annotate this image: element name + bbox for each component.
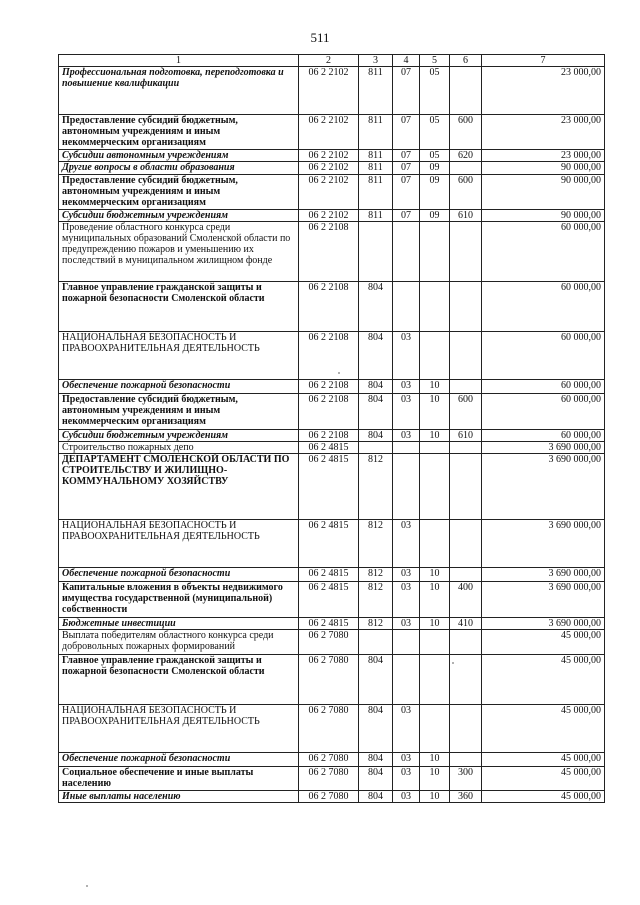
target-code-cell: 06 2 2102 [299, 150, 359, 162]
column-header: 2 [299, 55, 359, 67]
target-code-cell: 06 2 2102 [299, 175, 359, 210]
table-row [59, 282, 605, 332]
row-name-cell: Субсидии бюджетным учреждениям [59, 210, 299, 222]
subsection-cell: 10 [420, 791, 450, 803]
table-row [59, 568, 605, 582]
amount-cell: 45 000,00 [482, 791, 605, 803]
grbs-cell: 811 [359, 67, 393, 115]
section-cell: 03 [393, 380, 420, 394]
section-cell: 07 [393, 67, 420, 115]
expense-type-cell [450, 222, 482, 282]
expense-type-cell [450, 67, 482, 115]
expense-type-cell: 300 [450, 767, 482, 791]
expense-type-cell: 610 [450, 210, 482, 222]
target-code-cell: 06 2 2102 [299, 115, 359, 150]
amount-cell: 3 690 000,00 [482, 618, 605, 630]
expense-type-cell [450, 332, 482, 380]
section-cell: 03 [393, 767, 420, 791]
subsection-cell: 10 [420, 767, 450, 791]
grbs-cell [359, 630, 393, 655]
table-row [59, 442, 605, 454]
column-header: 7 [482, 55, 605, 67]
subsection-cell: 05 [420, 115, 450, 150]
grbs-cell [359, 442, 393, 454]
amount-cell: 60 000,00 [482, 394, 605, 430]
grbs-cell: 811 [359, 162, 393, 175]
grbs-cell: 811 [359, 175, 393, 210]
expense-type-cell: 600 [450, 115, 482, 150]
subsection-cell: 09 [420, 210, 450, 222]
target-code-cell: 06 2 4815 [299, 618, 359, 630]
expense-type-cell [450, 568, 482, 582]
subsection-cell [420, 454, 450, 520]
column-number-row [59, 55, 605, 67]
target-code-cell: 06 2 7080 [299, 767, 359, 791]
grbs-cell: 812 [359, 582, 393, 618]
target-code-cell: 06 2 2108 [299, 282, 359, 332]
grbs-cell: 804 [359, 791, 393, 803]
subsection-cell [420, 332, 450, 380]
target-code-cell: 06 2 2108 [299, 332, 359, 380]
amount-cell: 60 000,00 [482, 282, 605, 332]
table-row [59, 150, 605, 162]
subsection-cell: 10 [420, 568, 450, 582]
row-name-cell: ДЕПАРТАМЕНТ СМОЛЕНСКОЙ ОБЛАСТИ ПО СТРОИТЕЛЬСТВУ И ЖИЛИЩНО-КОММУНАЛЬНОМУ ХОЗЯЙСТВУ [59, 454, 299, 520]
row-name-cell: Главное управление гражданской защиты и пожарной безопасности Смоленской области [59, 655, 299, 705]
target-code-cell: 06 2 2108 [299, 430, 359, 442]
subsection-cell [420, 222, 450, 282]
grbs-cell: 804 [359, 430, 393, 442]
expense-type-cell [450, 454, 482, 520]
expense-type-cell [450, 520, 482, 568]
subsection-cell [420, 520, 450, 568]
amount-cell: 60 000,00 [482, 222, 605, 282]
row-name-cell: Обеспечение пожарной безопасности [59, 568, 299, 582]
row-name-cell: НАЦИОНАЛЬНАЯ БЕЗОПАСНОСТЬ И ПРАВООХРАНИТЕЛЬНАЯ ДЕЯТЕЛЬНОСТЬ [59, 332, 299, 380]
grbs-cell: 804 [359, 394, 393, 430]
scan-speck [86, 885, 88, 887]
amount-cell: 3 690 000,00 [482, 454, 605, 520]
table-row [59, 222, 605, 282]
row-name-cell: Другие вопросы в области образования [59, 162, 299, 175]
target-code-cell: 06 2 2102 [299, 210, 359, 222]
table-row [59, 630, 605, 655]
table-row [59, 394, 605, 430]
scan-speck [452, 662, 454, 664]
section-cell [393, 655, 420, 705]
subsection-cell: 10 [420, 582, 450, 618]
row-name-cell: Иные выплаты населению [59, 791, 299, 803]
section-cell: 07 [393, 210, 420, 222]
budget-table [58, 54, 605, 803]
subsection-cell: 09 [420, 162, 450, 175]
amount-cell: 90 000,00 [482, 210, 605, 222]
amount-cell: 23 000,00 [482, 150, 605, 162]
section-cell [393, 454, 420, 520]
target-code-cell: 06 2 4815 [299, 520, 359, 568]
row-name-cell: Главное управление гражданской защиты и пожарной безопасности Смоленской области [59, 282, 299, 332]
section-cell: 03 [393, 332, 420, 380]
amount-cell: 23 000,00 [482, 115, 605, 150]
amount-cell: 90 000,00 [482, 175, 605, 210]
section-cell: 03 [393, 582, 420, 618]
target-code-cell: 06 2 4815 [299, 568, 359, 582]
table-row [59, 454, 605, 520]
expense-type-cell: 410 [450, 618, 482, 630]
subsection-cell [420, 282, 450, 332]
table-row [59, 767, 605, 791]
expense-type-cell: 400 [450, 582, 482, 618]
table-row [59, 791, 605, 803]
target-code-cell: 06 2 7080 [299, 655, 359, 705]
target-code-cell: 06 2 2102 [299, 67, 359, 115]
target-code-cell: 06 2 4815 [299, 442, 359, 454]
expense-type-cell [450, 630, 482, 655]
row-name-cell: Обеспечение пожарной безопасности [59, 753, 299, 767]
column-header: 5 [420, 55, 450, 67]
subsection-cell [420, 655, 450, 705]
grbs-cell: 804 [359, 282, 393, 332]
row-name-cell: Предоставление субсидий бюджетным, автономным учреждениям и иным некоммерческим организациям [59, 394, 299, 430]
row-name-cell: Обеспечение пожарной безопасности [59, 380, 299, 394]
target-code-cell: 06 2 2108 [299, 380, 359, 394]
section-cell: 07 [393, 150, 420, 162]
target-code-cell: 06 2 7080 [299, 791, 359, 803]
subsection-cell [420, 442, 450, 454]
row-name-cell: Выплата победителям областного конкурса среди добровольных пожарных формирований [59, 630, 299, 655]
section-cell: 03 [393, 753, 420, 767]
grbs-cell: 811 [359, 115, 393, 150]
section-cell: 07 [393, 175, 420, 210]
grbs-cell: 804 [359, 753, 393, 767]
expense-type-cell [450, 162, 482, 175]
table-row [59, 655, 605, 705]
table-row [59, 380, 605, 394]
expense-type-cell: 610 [450, 430, 482, 442]
expense-type-cell: 600 [450, 175, 482, 210]
amount-cell: 45 000,00 [482, 705, 605, 753]
amount-cell: 60 000,00 [482, 332, 605, 380]
grbs-cell: 812 [359, 568, 393, 582]
amount-cell: 45 000,00 [482, 767, 605, 791]
table-row [59, 162, 605, 175]
section-cell [393, 282, 420, 332]
expense-type-cell [450, 705, 482, 753]
grbs-cell: 812 [359, 520, 393, 568]
grbs-cell: 804 [359, 705, 393, 753]
row-name-cell: Предоставление субсидий бюджетным, автономным учреждениям и иным некоммерческим организациям [59, 115, 299, 150]
section-cell: 03 [393, 520, 420, 568]
page-number: 511 [310, 30, 330, 45]
section-cell: 07 [393, 162, 420, 175]
row-name-cell: Профессиональная подготовка, переподготовка и повышение квалификации [59, 67, 299, 115]
expense-type-cell [450, 282, 482, 332]
section-cell: 03 [393, 705, 420, 753]
subsection-cell: 10 [420, 394, 450, 430]
amount-cell: 23 000,00 [482, 67, 605, 115]
column-header: 6 [450, 55, 482, 67]
amount-cell: 3 690 000,00 [482, 520, 605, 568]
table-row [59, 430, 605, 442]
grbs-cell: 804 [359, 380, 393, 394]
table-row [59, 520, 605, 568]
target-code-cell: 06 2 7080 [299, 630, 359, 655]
section-cell: 03 [393, 791, 420, 803]
table-row [59, 115, 605, 150]
section-cell: 03 [393, 394, 420, 430]
table-row [59, 332, 605, 380]
row-name-cell: Субсидии автономным учреждениям [59, 150, 299, 162]
amount-cell: 60 000,00 [482, 380, 605, 394]
subsection-cell: 10 [420, 430, 450, 442]
row-name-cell: Субсидии бюджетным учреждениям [59, 430, 299, 442]
column-header: 4 [393, 55, 420, 67]
row-name-cell: Строительство пожарных депо [59, 442, 299, 454]
expense-type-cell [450, 753, 482, 767]
section-cell: 03 [393, 430, 420, 442]
target-code-cell: 06 2 7080 [299, 705, 359, 753]
target-code-cell: 06 2 2108 [299, 222, 359, 282]
amount-cell: 3 690 000,00 [482, 442, 605, 454]
section-cell: 07 [393, 115, 420, 150]
row-name-cell: НАЦИОНАЛЬНАЯ БЕЗОПАСНОСТЬ И ПРАВООХРАНИТЕЛЬНАЯ ДЕЯТЕЛЬНОСТЬ [59, 705, 299, 753]
table-row [59, 210, 605, 222]
section-cell [393, 630, 420, 655]
table-row [59, 582, 605, 618]
scan-speck [338, 372, 340, 374]
column-header: 1 [59, 55, 299, 67]
expense-type-cell [450, 442, 482, 454]
amount-cell: 3 690 000,00 [482, 582, 605, 618]
subsection-cell [420, 630, 450, 655]
section-cell: 03 [393, 618, 420, 630]
subsection-cell [420, 705, 450, 753]
expense-type-cell: 360 [450, 791, 482, 803]
row-name-cell: Социальное обеспечение и иные выплаты населению [59, 767, 299, 791]
target-code-cell: 06 2 4815 [299, 454, 359, 520]
table-row [59, 705, 605, 753]
table-row [59, 618, 605, 630]
subsection-cell: 05 [420, 67, 450, 115]
grbs-cell [359, 222, 393, 282]
row-name-cell: Предоставление субсидий бюджетным, автономным учреждениям и иным некоммерческим организациям [59, 175, 299, 210]
target-code-cell: 06 2 4815 [299, 582, 359, 618]
amount-cell: 60 000,00 [482, 430, 605, 442]
subsection-cell: 09 [420, 175, 450, 210]
expense-type-cell: 600 [450, 394, 482, 430]
section-cell [393, 442, 420, 454]
amount-cell: 45 000,00 [482, 655, 605, 705]
subsection-cell: 10 [420, 380, 450, 394]
amount-cell: 45 000,00 [482, 630, 605, 655]
target-code-cell: 06 2 2102 [299, 162, 359, 175]
amount-cell: 45 000,00 [482, 753, 605, 767]
section-cell [393, 222, 420, 282]
section-cell: 03 [393, 568, 420, 582]
target-code-cell: 06 2 7080 [299, 753, 359, 767]
amount-cell: 90 000,00 [482, 162, 605, 175]
subsection-cell: 10 [420, 618, 450, 630]
table-row [59, 67, 605, 115]
grbs-cell: 804 [359, 332, 393, 380]
grbs-cell: 811 [359, 150, 393, 162]
grbs-cell: 804 [359, 767, 393, 791]
table-row [59, 753, 605, 767]
row-name-cell: НАЦИОНАЛЬНАЯ БЕЗОПАСНОСТЬ И ПРАВООХРАНИТЕЛЬНАЯ ДЕЯТЕЛЬНОСТЬ [59, 520, 299, 568]
row-name-cell: Проведение областного конкурса среди муниципальных образований Смоленской области по предупреждению пожаров и уменьшению их последствий в муниципальном жилищном фонде [59, 222, 299, 282]
grbs-cell: 804 [359, 655, 393, 705]
expense-type-cell [450, 655, 482, 705]
column-header: 3 [359, 55, 393, 67]
grbs-cell: 812 [359, 454, 393, 520]
amount-cell: 3 690 000,00 [482, 568, 605, 582]
subsection-cell: 05 [420, 150, 450, 162]
row-name-cell: Бюджетные инвестиции [59, 618, 299, 630]
expense-type-cell [450, 380, 482, 394]
target-code-cell: 06 2 2108 [299, 394, 359, 430]
grbs-cell: 811 [359, 210, 393, 222]
subsection-cell: 10 [420, 753, 450, 767]
expense-type-cell: 620 [450, 150, 482, 162]
table-row [59, 175, 605, 210]
grbs-cell: 812 [359, 618, 393, 630]
row-name-cell: Капитальные вложения в объекты недвижимого имущества государственной (муниципальной) собственности [59, 582, 299, 618]
